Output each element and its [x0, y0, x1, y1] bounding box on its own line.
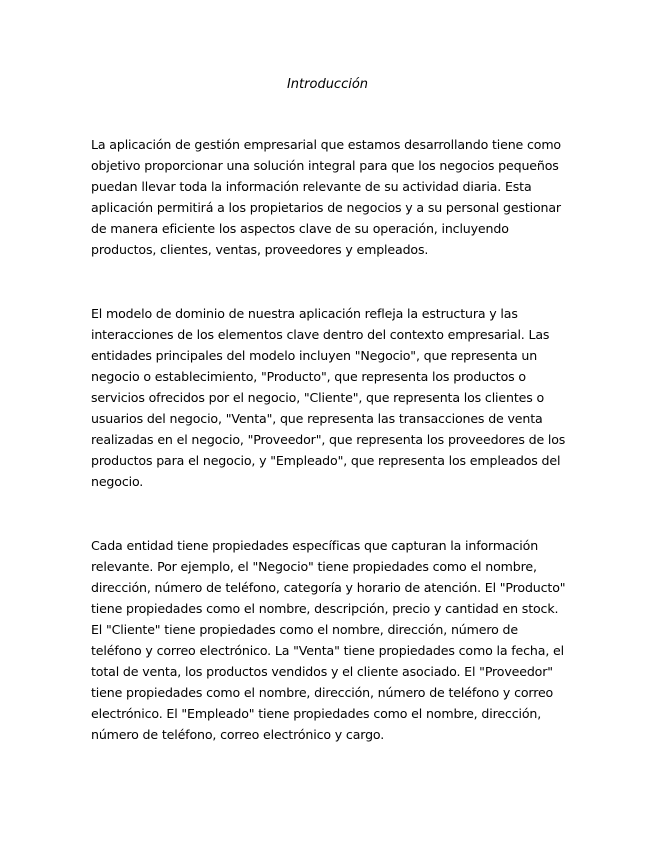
paragraph-line: El modelo de dominio de nuestra aplicación refleja la estructura y las: [91, 306, 518, 321]
paragraph-line: usuarios del negocio, "Venta", que representa las transacciones de venta: [91, 411, 543, 426]
paragraph-line: servicios ofrecidos por el negocio, "Cliente", que representa los clientes o: [91, 390, 545, 405]
paragraph-line: negocio.: [91, 474, 144, 489]
paragraph-line: negocio o establecimiento, "Producto", que representa los productos o: [91, 369, 526, 384]
paragraph-line: número de teléfono, correo electrónico y cargo.: [91, 727, 385, 742]
paragraph-line: objetivo proporcionar una solución integral para que los negocios pequeños: [91, 158, 559, 173]
paragraph-line: La aplicación de gestión empresarial que estamos desarrollando tiene como: [91, 137, 561, 152]
paragraph-line: dirección, número de teléfono, categoría y horario de atención. El "Producto": [91, 580, 566, 595]
paragraph-line: relevante. Por ejemplo, el "Negocio" tiene propiedades como el nombre,: [91, 559, 537, 574]
paragraph-line: de manera eficiente los aspectos clave de su operación, incluyendo: [91, 221, 509, 236]
paragraph-line: interacciones de los elementos clave dentro del contexto empresarial. Las: [91, 327, 550, 342]
paragraph-line: puedan llevar toda la información relevante de su actividad diaria. Esta: [91, 179, 532, 194]
paragraph-line: entidades principales del modelo incluyen "Negocio", que representa un: [91, 348, 538, 363]
paragraph-line: Cada entidad tiene propiedades específicas que capturan la información: [91, 538, 539, 553]
paragraph-line: productos, clientes, ventas, proveedores y empleados.: [91, 242, 429, 257]
paragraph-introduction: [91, 134, 571, 260]
paragraph-line: electrónico. El "Empleado" tiene propiedades como el nombre, dirección,: [91, 706, 542, 721]
paragraph-line: tiene propiedades como el nombre, descripción, precio y cantidad en stock.: [91, 601, 559, 616]
paragraph-line: realizadas en el negocio, "Proveedor", que representa los proveedores de los: [91, 432, 566, 447]
paragraph-line: teléfono y correo electrónico. La "Venta" tiene propiedades como la fecha, el: [91, 643, 564, 658]
paragraph-line: aplicación permitirá a los propietarios de negocios y a su personal gestionar: [91, 200, 561, 215]
paragraph-line: tiene propiedades como el nombre, dirección, número de teléfono y correo: [91, 685, 554, 700]
paragraph-line: El "Cliente" tiene propiedades como el nombre, dirección, número de: [91, 622, 518, 637]
paragraph-domain-model: [91, 303, 571, 492]
paragraph-line: total de venta, los productos vendidos y el cliente asociado. El "Proveedor": [91, 664, 553, 679]
paragraph-line: productos para el negocio, y "Empleado", que representa los empleados del: [91, 453, 561, 468]
document-title: Introducción: [286, 77, 369, 92]
paragraph-entity-properties: [91, 535, 571, 745]
